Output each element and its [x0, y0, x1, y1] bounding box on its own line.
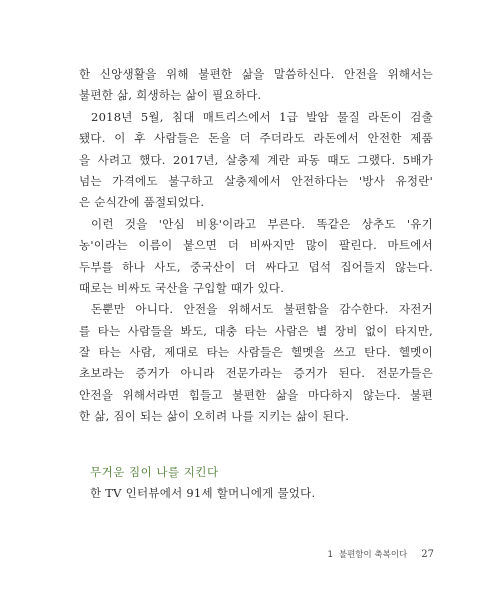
page-number: 27 [421, 549, 434, 560]
text-line: 잘 타는 사람, 제대로 타는 사람들은 헬멧을 쓰고 탄다. 헬멧이 [79, 345, 433, 360]
text-line: 한 신앙생활을 위해 불편한 삶을 말씀하신다. 안전을 위해서는 [79, 67, 433, 81]
section-heading: 무거운 짐이 나를 지킨다 [90, 465, 219, 479]
text-line: 두부를 하나 사도, 중국산이 더 싸다고 덥석 집어들지 않는다. [79, 259, 433, 274]
text-line: 때로는 비싸도 국산을 구입할 때가 있다. [79, 280, 285, 295]
body-text [79, 64, 433, 428]
text-line: 를 타는 사람들을 봐도, 대충 타는 사람은 별 장비 없이 타지만, [79, 323, 433, 338]
text-line: 불편한 삶, 희생하는 삶이 필요하다. [79, 88, 262, 103]
chapter-title: 불편함이 축복이다 [338, 550, 408, 560]
text-line: 됐다. 이 후 사람들은 돈을 더 주더라도 라돈에서 안전한 제품 [79, 131, 433, 146]
text-line: 초보라는 증거가 아니라 전문가라는 증거가 된다. 전문가들은 [79, 366, 433, 381]
page-footer [327, 548, 434, 560]
text-line: 돈뿐만 아니다. 안전을 위해서도 불편함을 감수한다. 자전거 [91, 302, 433, 317]
text-line: 한 삶, 짐이 되는 삶이 오히려 나를 지키는 삶이 된다. [79, 409, 350, 424]
text-line: 넘는 가격에도 불구하고 살충제에서 안전하다는 '방사 유정란' [79, 173, 433, 188]
text-line: 2018년 5월, 침대 매트리스에서 1급 발암 물질 라돈이 검출 [91, 109, 433, 124]
text-line: 은 순식간에 품절되었다. [79, 195, 205, 210]
chapter-marker: 1 [327, 550, 333, 560]
text-line: 이런 것을 '안심 비용'이라고 부른다. 똑같은 상추도 '유기 [91, 216, 433, 231]
text-line: 을 사려고 했다. 2017년, 살충제 계란 파동 때도 그랬다. 5배가 [79, 152, 433, 167]
paragraph-line: 한 TV 인터뷰에서 91세 할머니에게 물었다. [90, 486, 316, 500]
text-line: 안전을 위해서라면 힘들고 불편한 삶을 마다하지 않는다. 불편 [79, 387, 433, 402]
text-line: 농'이라는 이름이 붙으면 더 비싸지만 많이 팔린다. 마트에서 [79, 238, 433, 253]
